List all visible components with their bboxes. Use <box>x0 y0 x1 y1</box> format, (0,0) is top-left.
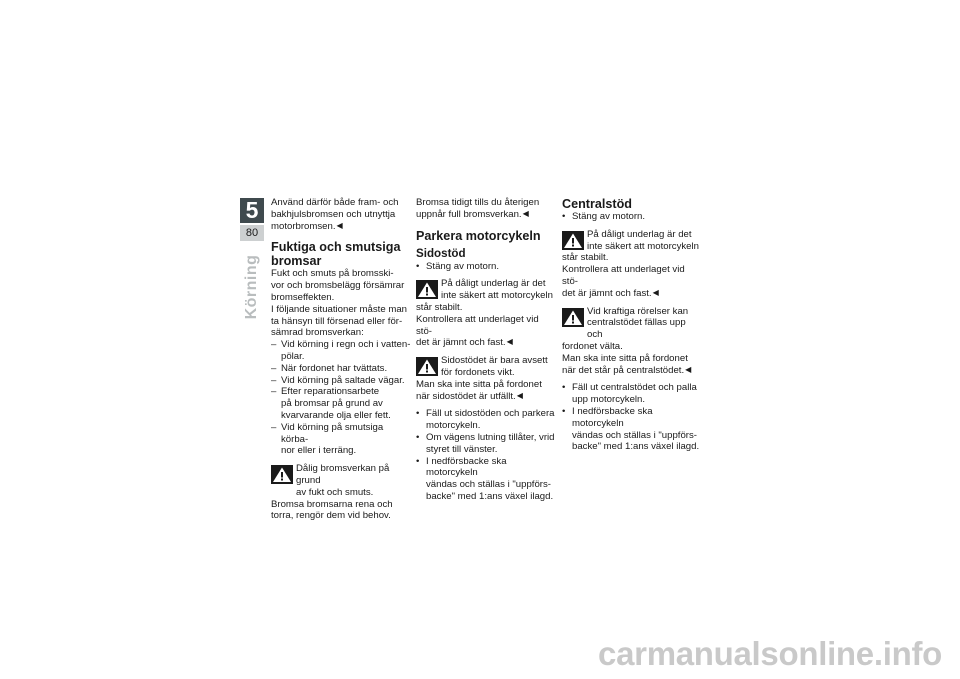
section-heading: Parkera motorcykeln <box>416 228 541 243</box>
chapter-number: 5 <box>240 198 264 223</box>
paragraph: Bromsa bromsarna rena och torra, rengör dem vid behov. <box>271 498 393 522</box>
dash-marker: – <box>271 421 277 433</box>
list-item: • I nedförsbacke ska motorcykeln vändas och ställas i "uppförs- backe" med 1:ans växel ilagd. <box>416 455 554 502</box>
bullet-marker: • <box>416 455 420 467</box>
warning-triangle-icon <box>562 308 584 327</box>
warning-triangle-icon <box>562 231 584 250</box>
page-number: 80 <box>240 225 264 241</box>
list-item: – När fordonet har tvättats. <box>271 362 388 374</box>
warning-box: Dålig bromsverkan på grund av fukt och smuts. <box>271 463 411 498</box>
end-mark-icon: ◀ <box>522 208 529 218</box>
end-mark-icon: ◀ <box>652 287 659 297</box>
bullet-marker: • <box>416 408 420 420</box>
warning-triangle-icon <box>416 280 438 299</box>
section-heading: Fuktiga och smutsiga bromsar <box>271 240 401 269</box>
dash-marker: – <box>271 339 277 351</box>
section-heading: Centralstöd <box>562 197 632 211</box>
paragraph: Kontrollera att underlaget vid stö- det är jämnt och fast.◀ <box>562 264 685 299</box>
bullet-marker: • <box>562 211 566 222</box>
end-mark-icon: ◀ <box>506 337 513 347</box>
paragraph: Bromsa tidigt tills du återigen uppnår full bromsverkan.◀ <box>416 197 540 220</box>
column-1 <box>271 197 411 522</box>
list-item: • I nedförsbacke ska motorcykeln vändas och ställas i "uppförs- backe" med 1:ans växel ilagd. <box>562 405 700 453</box>
chapter-tab <box>240 198 264 242</box>
paragraph: Man ska inte sitta på fordonet när sidostödet är utfällt.◀ <box>416 378 542 402</box>
list-item: • Stäng av motorn. <box>562 211 646 222</box>
dash-marker: – <box>271 362 277 374</box>
dash-marker: – <box>271 374 277 386</box>
watermark: carmanualsonline.info <box>598 635 942 672</box>
end-mark-icon: ◀ <box>516 390 523 400</box>
column-2 <box>416 197 556 503</box>
end-mark-icon: ◀ <box>336 220 343 230</box>
list-item: – Efter reparationsarbete på bromsar på grund av kvarvarande olja eller fett. <box>271 386 391 421</box>
paragraph: Använd därför både fram- och bakhjulsbromsen och utnyttja motorbromsen.◀ <box>271 197 399 232</box>
list-item: • Fäll ut sidostöden och parkera motorcykeln. <box>416 408 555 432</box>
list-item: – Vid körning på saltade vägar. <box>271 374 405 386</box>
warning-triangle-icon <box>416 357 438 376</box>
chapter-title: Körning <box>243 254 260 320</box>
warning-box: På dåligt underlag är det inte säkert att motorcykeln står stabilt. <box>416 278 553 313</box>
end-mark-icon: ◀ <box>685 364 692 374</box>
bullet-marker: • <box>562 405 566 417</box>
list-item: – Vid körning i regn och i vatten- pölar. <box>271 339 411 362</box>
dash-marker: – <box>271 386 277 398</box>
paragraph: Man ska inte sitta på fordonet när det står på centralstödet.◀ <box>562 352 692 376</box>
bullet-marker: • <box>562 382 566 394</box>
list-item: • Stäng av motorn. <box>416 260 500 272</box>
paragraph: Kontrollera att underlaget vid stö- det är jämnt och fast.◀ <box>416 313 539 349</box>
list-item: – Vid körning på smutsiga körba- nor eller i terräng. <box>271 421 384 457</box>
warning-box: Sidostödet är bara avsett för fordonets vikt. <box>416 355 556 379</box>
warning-box: På dåligt underlag är det inte säkert att motorcykeln står stabilt. <box>562 228 699 264</box>
paragraph: Fukt och smuts på bromsski- vor och bromsbelägg försämrar bromseffekten. <box>271 268 405 303</box>
warning-triangle-icon <box>271 465 293 484</box>
bullet-marker: • <box>416 260 420 272</box>
bullet-marker: • <box>416 431 420 443</box>
warning-box: Vid kraftiga rörelser kan centralstödet fällas upp och fordonet välta. <box>562 305 689 352</box>
list-item: • Om vägens lutning tillåter, vrid styret till vänster. <box>416 431 555 455</box>
column-3 <box>562 197 702 453</box>
list-item: • Fäll ut centralstödet och palla upp motorcykeln. <box>562 382 697 406</box>
subsection-heading: Sidostöd <box>416 246 466 260</box>
paragraph: I följande situationer måste man ta hänsyn till försenad eller för- sämrad bromsverkan: <box>271 303 407 339</box>
